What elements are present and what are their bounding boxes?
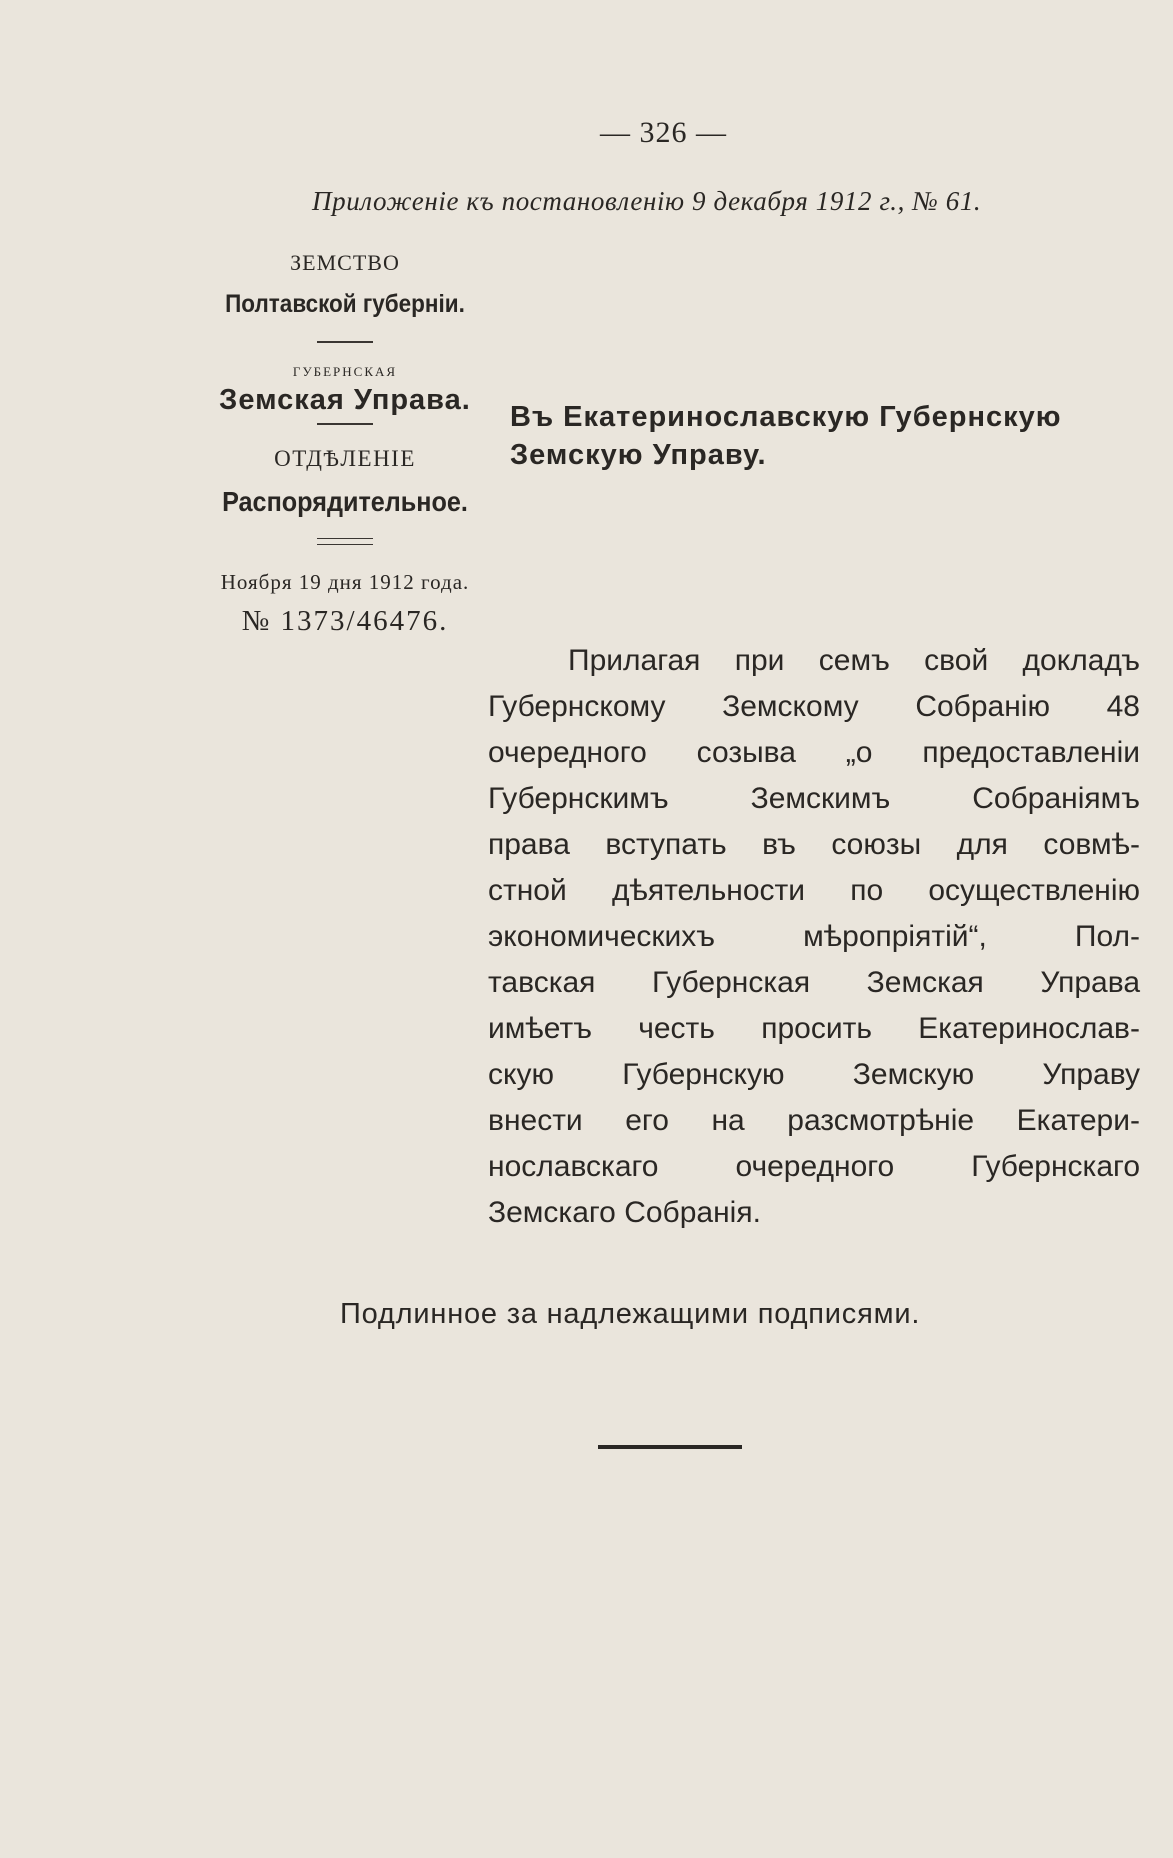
body-line: стной дѣятельности по осуществленію [488, 874, 1140, 907]
body-line: Губернскимъ Земскимъ Собраніямъ [488, 782, 1140, 815]
letterhead-department-label: ОТДѢЛЕНІЕ [274, 446, 416, 471]
letterhead-divider [200, 417, 490, 436]
body-line: скую Губернскую Земскую Управу [488, 1058, 1140, 1091]
addressee-line: Земскую Управу. [510, 439, 767, 471]
letterhead-zemstvo: ЗЕМСТВО [290, 250, 400, 275]
body-line: экономическихъ мѣропріятій“, Пол- [488, 920, 1140, 953]
closing-note: Подлинное за надлежащими подписями. [340, 1298, 921, 1330]
body-line: очередного созыва „о предоставленіи [488, 736, 1140, 769]
letterhead-province: Полтавской губерніи. [225, 290, 465, 318]
body-line: Земскаго Собранія. [488, 1196, 761, 1229]
letterhead-gubernskaya: ГУБЕРНСКАЯ [292, 364, 398, 379]
letter-date: Ноября 19 дня 1912 года. [220, 570, 470, 594]
end-rule [598, 1445, 742, 1449]
letterhead-uprava: Земская Управа. [219, 384, 471, 416]
body-line: внести его на разсмотрѣніе Екатери- [488, 1104, 1140, 1137]
page-number: — 326 — [600, 116, 727, 149]
letter-body [488, 638, 1140, 1236]
body-line: Губернскому Земскому Собранію 48 [488, 690, 1140, 723]
body-line: тавская Губернская Земская Управа [488, 966, 1140, 999]
letter-number: № 1373/46476. [241, 605, 449, 637]
letterhead-divider [200, 319, 490, 356]
letterhead-department: Распорядительное. [222, 486, 468, 517]
appendix-note: Приложеніе къ постановленію 9 декабря 1912 г., № 61. [312, 186, 982, 216]
addressee-line: Въ Екатеринославскую Губернскую [510, 401, 1062, 433]
body-line: имѣетъ честь просить Екатеринослав- [488, 1012, 1140, 1045]
letterhead [200, 250, 490, 638]
body-line: нославскаго очередного Губернскаго [488, 1150, 1140, 1183]
addressee [510, 398, 1140, 474]
body-line: права вступать въ союзы для совмѣ- [488, 828, 1140, 861]
letterhead-double-divider [200, 518, 490, 554]
body-line: Прилагая при семъ свой докладъ [568, 644, 1140, 677]
